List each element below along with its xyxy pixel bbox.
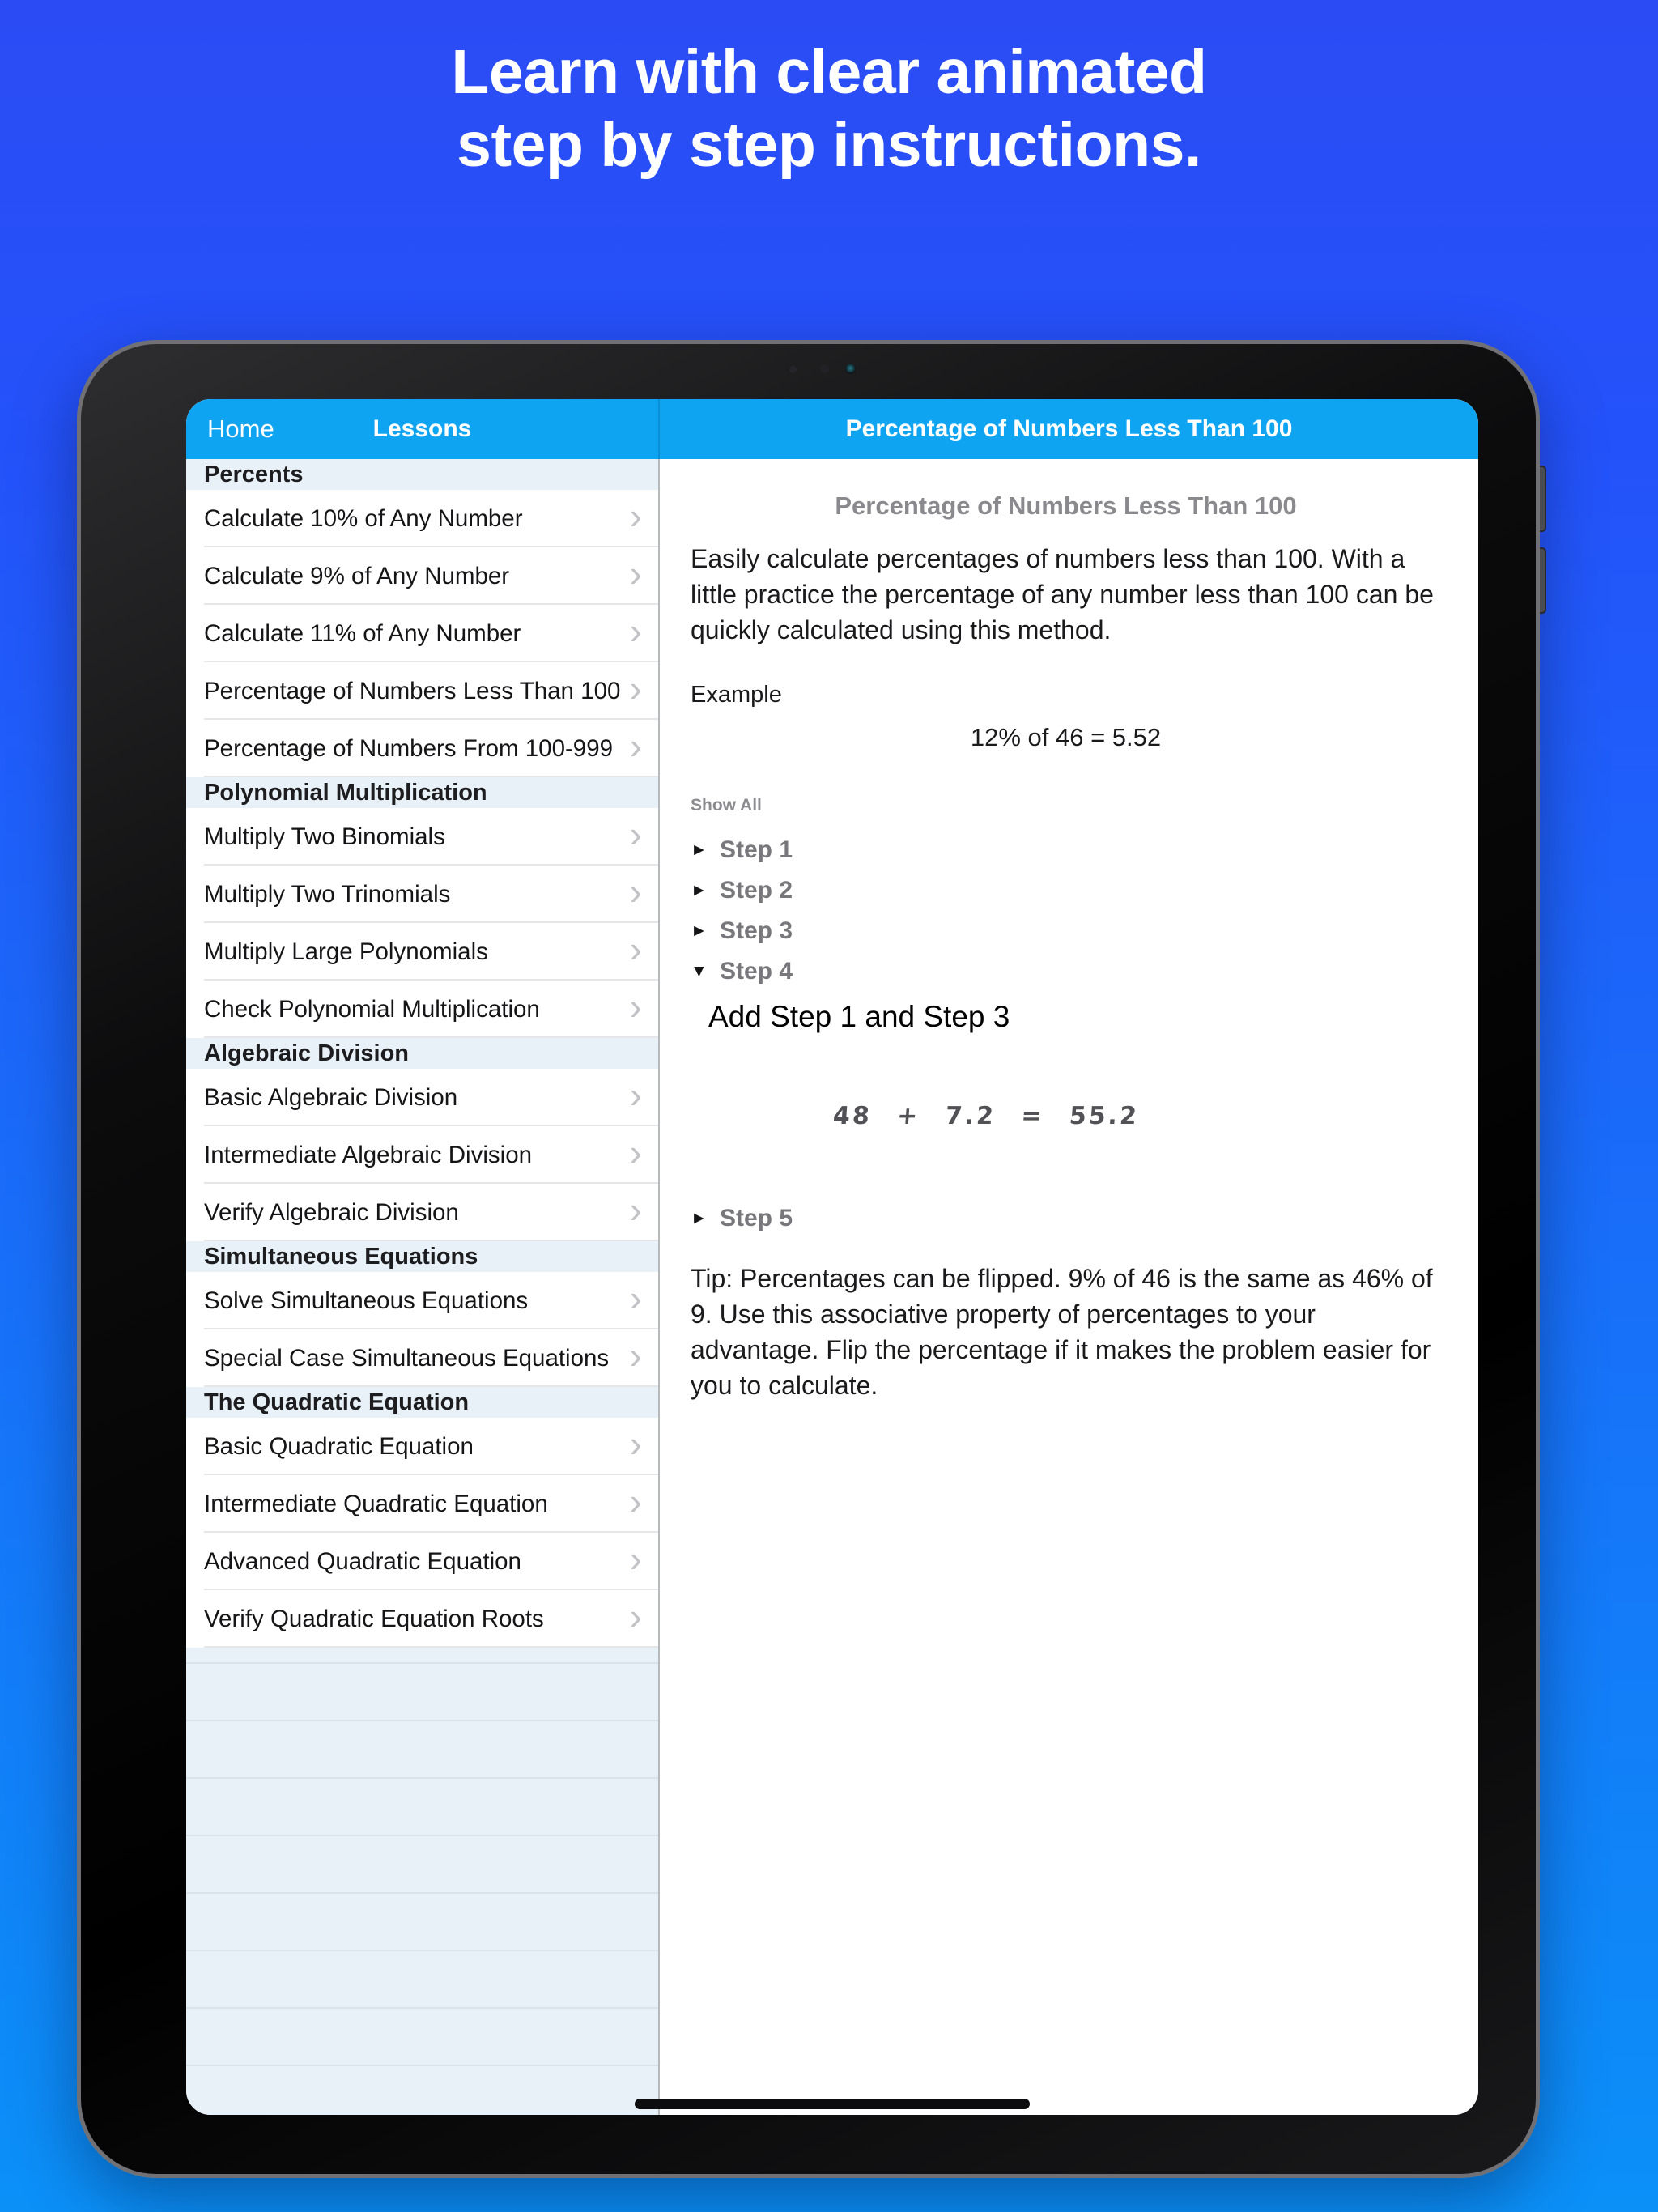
detail-nav-title: Percentage of Numbers Less Than 100	[845, 415, 1293, 442]
sidebar-item-label: Percentage of Numbers Less Than 100	[204, 677, 621, 704]
sidebar-item-label: Multiply Two Binomials	[204, 823, 445, 850]
detail-nav-bar	[660, 399, 1478, 459]
sidebar-item[interactable]: Check Polynomial Multiplication ›	[186, 981, 658, 1038]
sidebar-item-label: Basic Quadratic Equation	[204, 1432, 474, 1460]
tip-text: Tip: Percentages can be flipped. 9% of 46 is the same as 46% of 9. Use this associative property of percentages to your advantage. Flip the percentage if it makes the problem easier for you to calculate.	[691, 1264, 1433, 1400]
sidebar-item[interactable]: Basic Algebraic Division ›	[186, 1069, 658, 1126]
front-camera-icon	[845, 364, 856, 374]
sidebar-item-label: Multiply Two Trinomials	[204, 880, 451, 908]
sidebar-section-header: Percents	[186, 459, 658, 490]
sidebar-item[interactable]: Calculate 9% of Any Number ›	[186, 547, 658, 605]
sidebar-item-label: Advanced Quadratic Equation	[204, 1547, 521, 1575]
example-equation: 12% of 46 = 5.52	[970, 723, 1162, 752]
sidebar-title: Lessons	[372, 415, 472, 442]
sidebar-section-header: The Quadratic Equation	[186, 1387, 658, 1418]
lesson-content	[660, 459, 1478, 1404]
step-worked-equation: 48 + 7.2 = 55.2	[831, 1102, 1141, 1131]
sidebar-section-header: Algebraic Division	[186, 1038, 658, 1069]
sidebar-item[interactable]: Intermediate Quadratic Equation ›	[186, 1475, 658, 1533]
step-label: Step 1	[720, 836, 793, 864]
lesson-title: Percentage of Numbers Less Than 100	[835, 491, 1297, 520]
sidebar-item[interactable]: Verify Quadratic Equation Roots ›	[186, 1590, 658, 1648]
sidebar-item[interactable]: Advanced Quadratic Equation ›	[186, 1533, 658, 1590]
triangle-down-icon: ▼	[691, 962, 708, 981]
triangle-right-icon: ►	[691, 840, 708, 860]
hero-headline	[0, 36, 1658, 181]
step-label: Step 2	[720, 877, 793, 904]
sidebar-item-label: Solve Simultaneous Equations	[204, 1287, 529, 1314]
step-label: Step 5	[720, 1205, 793, 1232]
sidebar-item-label: Verify Quadratic Equation Roots	[204, 1605, 544, 1632]
step-toggle[interactable]	[691, 1205, 793, 1232]
step-instruction: Add Step 1 and Step 3	[708, 1000, 1010, 1034]
show-all-button[interactable]: Show All	[691, 796, 762, 815]
sidebar-item-label: Calculate 10% of Any Number	[204, 504, 523, 532]
sidebar-item-label: Intermediate Quadratic Equation	[204, 1490, 548, 1517]
lesson-description: Easily calculate percentages of numbers less than 100. With a little practice the percentage of any number less than 100 can be quickly calculated using this method.	[691, 544, 1434, 644]
steps-list	[691, 836, 1441, 1232]
sidebar-nav-bar	[186, 399, 658, 459]
sidebar-item-label: Check Polynomial Multiplication	[204, 995, 540, 1023]
sidebar-item[interactable]: Basic Quadratic Equation ›	[186, 1418, 658, 1475]
sidebar-section-header: Polynomial Multiplication	[186, 777, 658, 808]
home-indicator	[635, 2099, 1030, 2109]
sidebar-item[interactable]: Special Case Simultaneous Equations ›	[186, 1329, 658, 1387]
sidebar-item-label: Special Case Simultaneous Equations	[204, 1344, 610, 1372]
hero-headline-line2: step by step instructions.	[457, 110, 1201, 181]
step-toggle[interactable]	[691, 958, 793, 985]
sidebar-item-label: Intermediate Algebraic Division	[204, 1141, 533, 1168]
sidebar-item-label: Calculate 9% of Any Number	[204, 562, 510, 589]
example-label: Example	[691, 682, 782, 708]
sidebar-item[interactable]: Multiply Two Trinomials ›	[186, 866, 658, 923]
step-toggle[interactable]	[691, 877, 793, 904]
sidebar-item[interactable]: Verify Algebraic Division ›	[186, 1184, 658, 1241]
triangle-right-icon: ►	[691, 1209, 708, 1228]
sidebar-item[interactable]: Solve Simultaneous Equations ›	[186, 1272, 658, 1329]
hero-headline-line1: Learn with clear animated	[451, 37, 1207, 107]
front-sensor-icon	[789, 366, 797, 373]
sidebar-item-label: Verify Algebraic Division	[204, 1198, 459, 1226]
triangle-right-icon: ►	[691, 921, 708, 941]
sidebar-item[interactable]: Percentage of Numbers From 100-999 ›	[186, 720, 658, 777]
front-sensor-icon	[820, 364, 829, 373]
step-label: Step 4	[720, 958, 793, 985]
back-button-home[interactable]: Home	[207, 415, 274, 443]
step-toggle[interactable]	[691, 836, 793, 864]
sidebar	[186, 399, 658, 2115]
sidebar-item-label: Percentage of Numbers From 100-999	[204, 734, 614, 762]
sidebar-item[interactable]: Multiply Two Binomials ›	[186, 808, 658, 866]
detail-panel	[660, 399, 1478, 2115]
triangle-right-icon: ►	[691, 881, 708, 900]
sidebar-item-label: Calculate 11% of Any Number	[204, 619, 521, 647]
sidebar-item-label: Multiply Large Polynomials	[204, 938, 488, 965]
lesson-list	[186, 459, 658, 2115]
sidebar-item[interactable]: Multiply Large Polynomials ›	[186, 923, 658, 981]
step-toggle[interactable]	[691, 917, 793, 945]
sidebar-section-header: Simultaneous Equations	[186, 1241, 658, 1272]
sidebar-item[interactable]: Calculate 11% of Any Number ›	[186, 605, 658, 662]
sidebar-item-label: Basic Algebraic Division	[204, 1083, 458, 1111]
sidebar-item[interactable]: Percentage of Numbers Less Than 100 ›	[186, 662, 658, 720]
step-label: Step 3	[720, 917, 793, 945]
sidebar-item[interactable]: Intermediate Algebraic Division ›	[186, 1126, 658, 1184]
sidebar-item[interactable]: Calculate 10% of Any Number ›	[186, 490, 658, 547]
app-screen	[186, 399, 1478, 2115]
